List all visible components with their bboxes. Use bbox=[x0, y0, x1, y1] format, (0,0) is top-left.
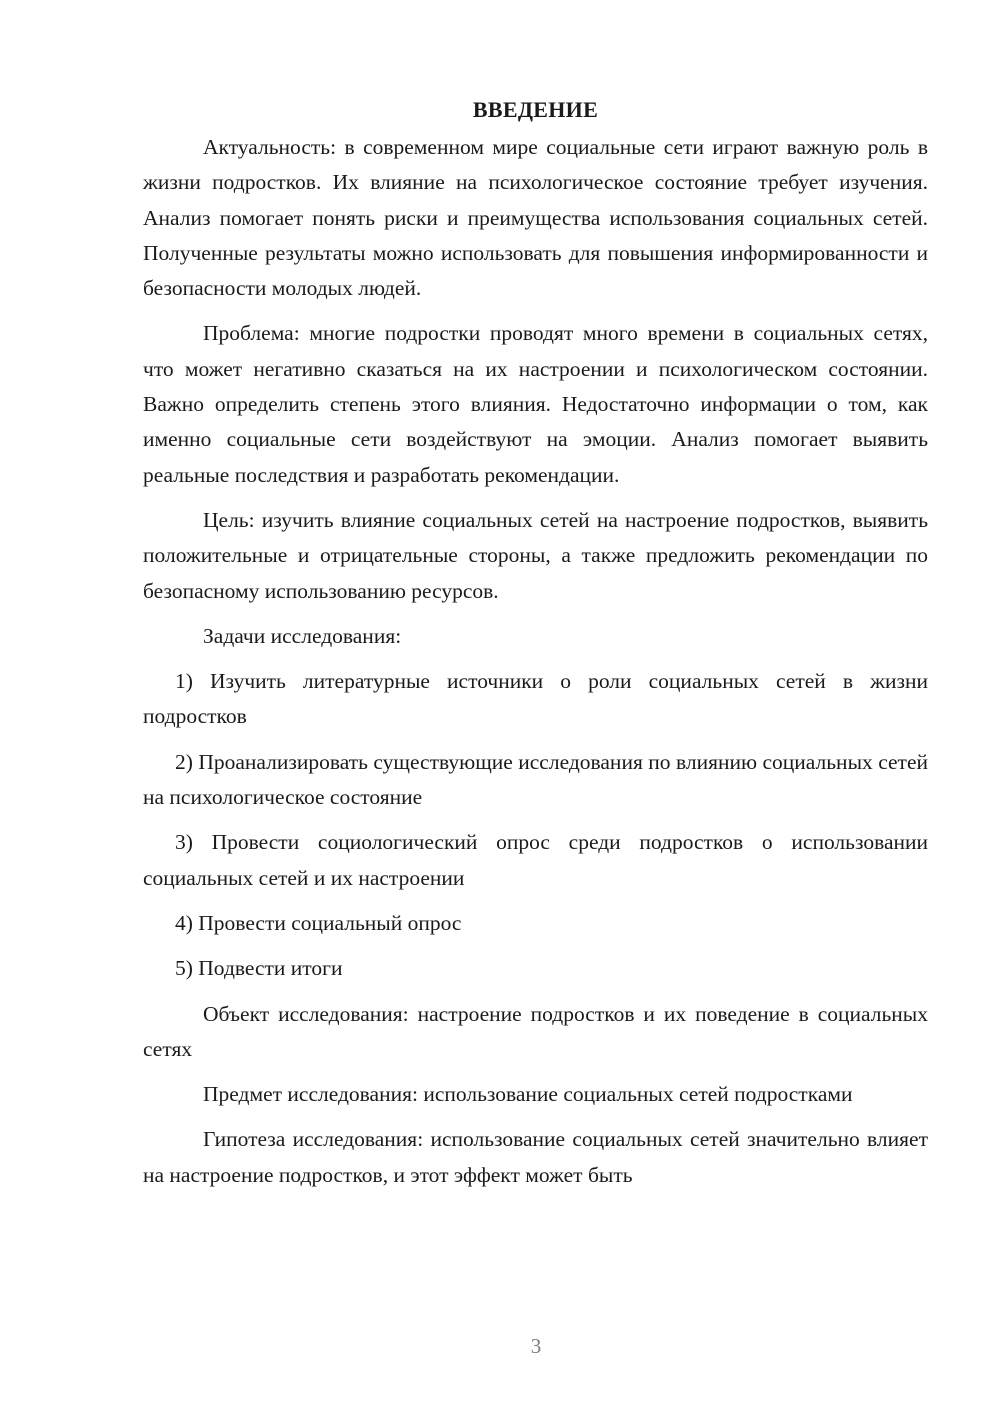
task-item-5: 5) Подвести итоги bbox=[175, 956, 343, 981]
task-item-3: 3) Провести социологический опрос среди подростков о использовании социальных сетей и их настроении bbox=[143, 830, 928, 890]
section-title: ВВЕДЕНИЕ bbox=[472, 97, 599, 122]
tasks-heading: Задачи исследования: bbox=[203, 623, 402, 648]
task-item-1: 1) Изучить литературные источники о роли социальных сетей в жизни подростков bbox=[143, 669, 928, 729]
subject-paragraph: Предмет исследования: использование социальных сетей подростками bbox=[203, 1082, 853, 1107]
problem-paragraph: Проблема: многие подростки проводят много времени в социальных сетях, что может негативно сказаться на их настроении и психологическом состоянии. Важно определить степень этого влияния. Недостаточно информации о том, как именно социальные сети воздействуют на эмоции. Анализ помогает выявить реальные последствия и разработать рекомендации. bbox=[143, 321, 928, 487]
object-paragraph: Объект исследования: настроение подростков и их поведение в социальных сетях bbox=[143, 1001, 928, 1061]
relevance-paragraph: Актуальность: в современном мире социальные сети играют важную роль в жизни подростков. Их влияние на психологическое состояние требует изучения. Анализ помогает понять риски и преимущества использования социальных сетей. Полученные результаты можно использовать для повышения информированности и безопасности молодых людей. bbox=[143, 135, 928, 301]
task-item-2: 2) Проанализировать существующие исследования по влиянию социальных сетей на психологическое состояние bbox=[143, 749, 928, 810]
goal-paragraph: Цель: изучить влияние социальных сетей на настроение подростков, выявить положительные и отрицательные стороны, а также предложить рекомендации по безопасному использованию ресурсов. bbox=[143, 507, 928, 603]
page-number: 3 bbox=[530, 1334, 542, 1358]
document-page bbox=[143, 92, 928, 1203]
task-item-4: 4) Провести социальный опрос bbox=[175, 910, 462, 935]
hypothesis-paragraph: Гипотеза исследования: использование социальных сетей значительно влияет на настроение подростков, и этот эффект может быть bbox=[143, 1127, 928, 1187]
